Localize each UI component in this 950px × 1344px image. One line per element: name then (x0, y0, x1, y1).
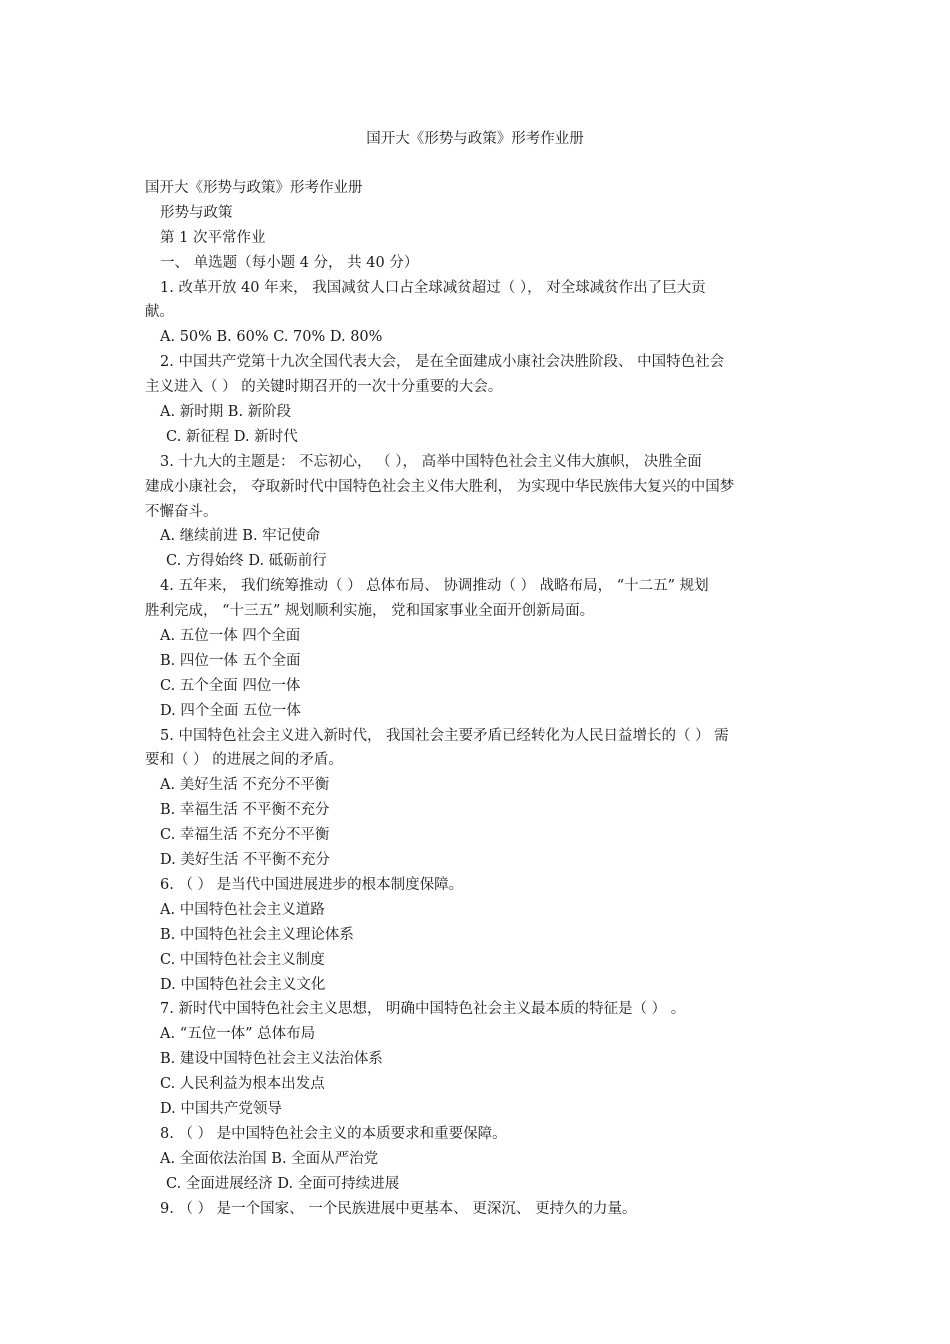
document-body (145, 176, 815, 1221)
question-1-cont: 献。 (145, 304, 174, 321)
question-4-option-d: D. 四个全面 五位一体 (160, 702, 301, 719)
question-5-option-a: A. 美好生活 不充分不平衡 (160, 777, 330, 794)
page-title: 国开大《形势与政策》形考作业册 (366, 131, 584, 147)
question-6: 6. （ ） 是当代中国进展进步的根本制度保障。 (160, 876, 464, 893)
question-2-options-cd: C. 新征程 D. 新时代 (166, 428, 298, 445)
question-5-option-c: C. 幸福生活 不充分不平衡 (160, 827, 330, 844)
question-6-option-d: D. 中国特色社会主义文化 (160, 976, 326, 993)
question-2-options-ab: A. 新时期 B. 新阶段 (160, 404, 292, 421)
question-7: 7. 新时代中国特色社会主义思想， 明确中国特色社会主义最本质的特征是（ ） 。 (160, 1001, 686, 1018)
question-4: 4. 五年来， 我们统筹推动（ ） 总体布局、 协调推动（ ） 战略布局， “十二五” 规划 (160, 578, 709, 595)
question-4-cont: 胜利完成， “十三五” 规划顺利实施， 党和国家事业全面开创新局面。 (145, 603, 595, 620)
question-2: 2. 中国共产党第十九次全国代表大会， 是在全面建成小康社会决胜阶段、 中国特色社会 (160, 354, 725, 371)
question-3-cont: 建成小康社会， 夺取新时代中国特色社会主义伟大胜利， 为实现中华民族伟大复兴的中国梦 (145, 478, 735, 495)
question-4-option-c: C. 五个全面 四位一体 (160, 677, 301, 694)
question-3-cont-2: 不懈奋斗。 (145, 503, 218, 520)
course-name: 形势与政策 (160, 204, 233, 221)
question-7-option-c: C. 人民利益为根本出发点 (160, 1076, 325, 1093)
question-9: 9. （ ） 是一个国家、 一个民族进展中更基本、 更深沉、 更持久的力量。 (160, 1200, 637, 1217)
question-6-option-b: B. 中国特色社会主义理论体系 (160, 926, 354, 943)
section-heading: 一、 单选题（每小题 4 分， 共 40 分） (160, 254, 419, 271)
question-8-options-cd: C. 全面进展经济 D. 全面可持续进展 (166, 1175, 400, 1192)
question-7-option-a: A. “五位一体” 总体布局 (160, 1026, 316, 1043)
question-8: 8. （ ） 是中国特色社会主义的本质要求和重要保障。 (160, 1125, 507, 1142)
question-4-option-b: B. 四位一体 五个全面 (160, 652, 301, 669)
assignment-title: 第 1 次平常作业 (160, 229, 266, 246)
question-3-options-ab: A. 继续前进 B. 牢记使命 (160, 528, 321, 545)
question-5: 5. 中国特色社会主义进入新时代， 我国社会主要矛盾已经转化为人民日益增长的（ ） 需 (160, 727, 729, 744)
question-3: 3. 十九大的主题是： 不忘初心， （ ）， 高举中国特色社会主义伟大旗帜， 决胜全面 (160, 453, 702, 470)
document-heading: 国开大《形势与政策》形考作业册 (145, 180, 363, 196)
question-6-option-a: A. 中国特色社会主义道路 (160, 901, 325, 918)
question-4-option-a: A. 五位一体 四个全面 (160, 628, 301, 645)
question-1: 1. 改革开放 40 年来， 我国减贫人口占全球减贫超过（ ）， 对全球减贫作出了巨大贡 (160, 279, 706, 296)
question-7-option-d: D. 中国共产党领导 (160, 1100, 282, 1117)
question-8-options-ab: A. 全面依法治国 B. 全面从严治党 (160, 1150, 379, 1167)
question-3-options-cd: C. 方得始终 D. 砥砺前行 (166, 553, 327, 570)
question-5-option-b: B. 幸福生活 不平衡不充分 (160, 802, 330, 819)
question-1-options: A. 50% B. 60% C. 70% D. 80% (160, 329, 383, 346)
question-5-option-d: D. 美好生活 不平衡不充分 (160, 852, 330, 869)
question-2-cont: 主义进入（ ） 的关键时期召开的一次十分重要的大会。 (145, 379, 503, 396)
question-7-option-b: B. 建设中国特色社会主义法治体系 (160, 1051, 383, 1068)
question-6-option-c: C. 中国特色社会主义制度 (160, 951, 325, 968)
question-5-cont: 要和（ ） 的进展之间的矛盾。 (145, 752, 343, 769)
